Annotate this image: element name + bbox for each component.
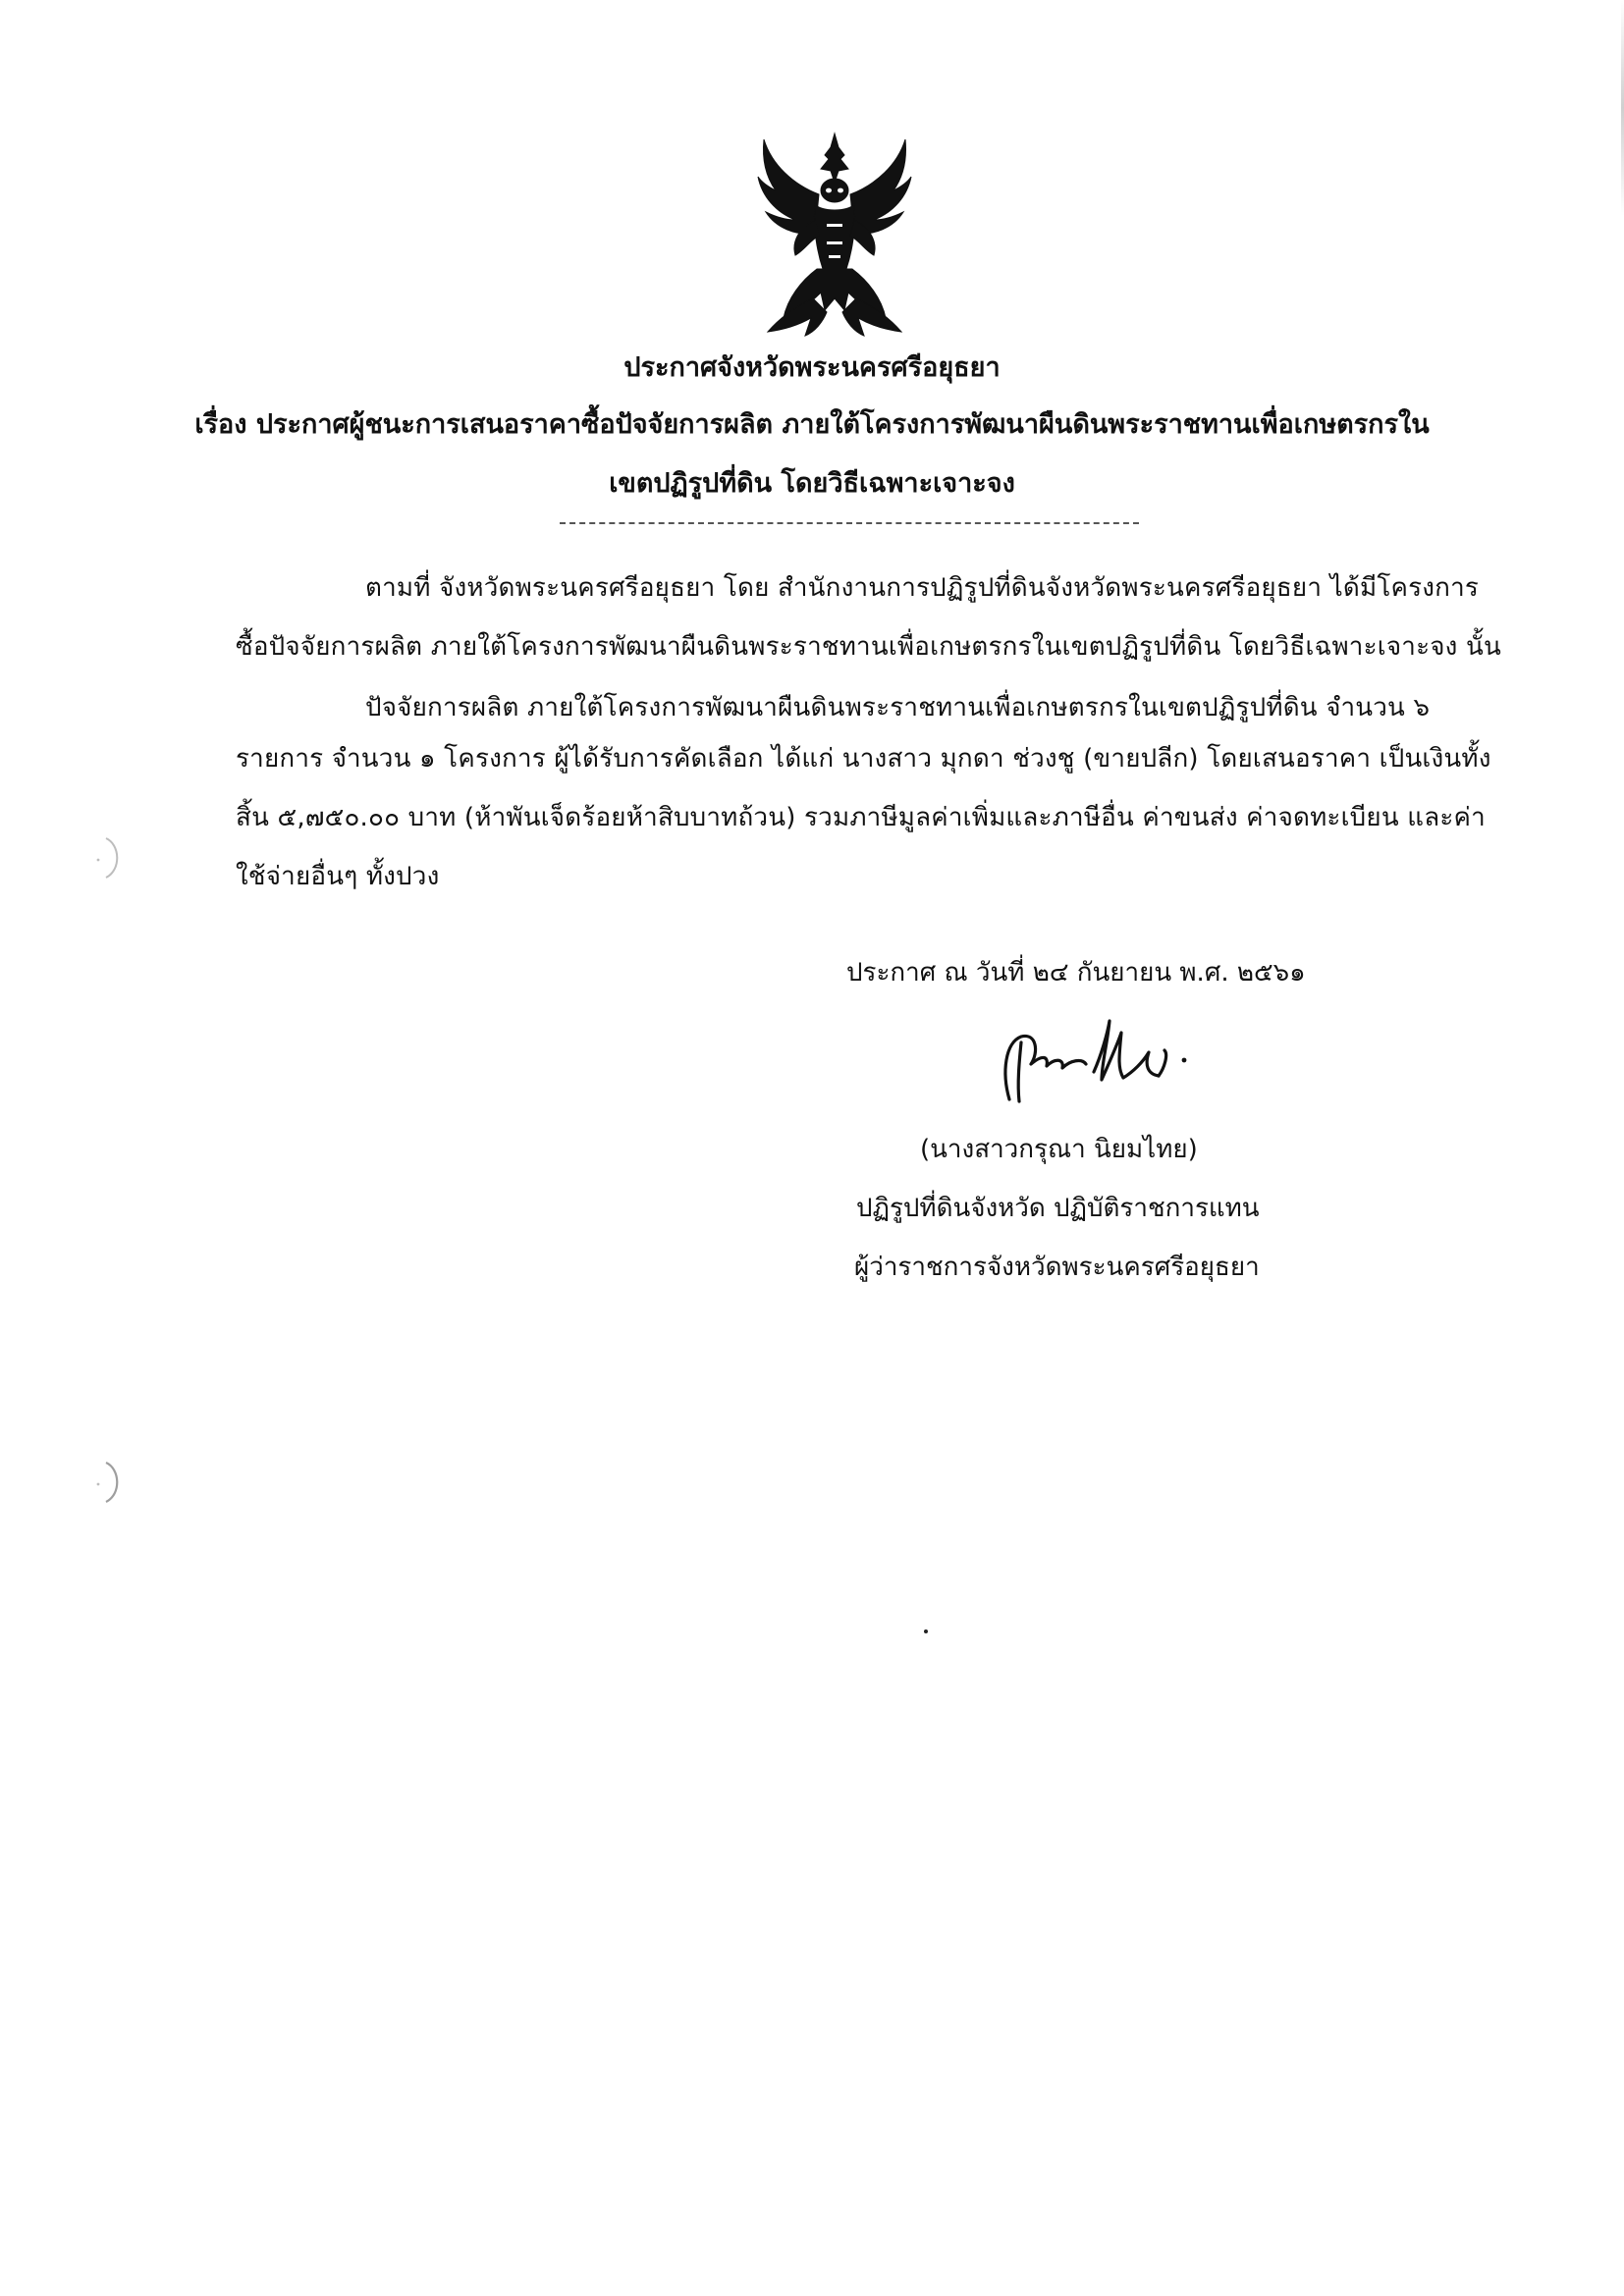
- subject-line-1: เรื่อง ประกาศผู้ชนะการเสนอราคาซื้อปัจจัยการผลิต ภายใต้โครงการพัฒนาผืนดินพระราชทานเพื่อเกษตรกรใน: [194, 409, 1430, 440]
- garuda-emblem-icon: [754, 126, 916, 347]
- punch-hole-mark: [94, 1459, 124, 1506]
- para2-line3: สิ้น ๕,๗๕๐.๐๐ บาท (ห้าพันเจ็ดร้อยห้าสิบบาทถ้วน) รวมภาษีมูลค่าเพิ่มและภาษีอื่น ค่าขนส่ง ค่าจดทะเบียน และค่า: [236, 803, 1486, 832]
- scan-speck: [924, 1629, 928, 1633]
- document-title: ประกาศจังหวัดพระนครศรีอยุธยา: [623, 352, 1001, 383]
- para2-line1: ปัจจัยการผลิต ภายใต้โครงการพัฒนาผืนดินพระราชทานเพื่อเกษตรกรในเขตปฏิรูปที่ดิน จำนวน ๖: [365, 693, 1431, 722]
- signer-position-2: ผู้ว่าราชการจังหวัดพระนครศรีอยุธยา: [854, 1253, 1260, 1282]
- subject-line-2: เขตปฏิรูปที่ดิน โดยวิธีเฉพาะเจาะจง: [609, 468, 1015, 499]
- para1-line2: ซื้อปัจจัยการผลิต ภายใต้โครงการพัฒนาผืนดินพระราชทานเพื่อเกษตรกรในเขตปฏิรูปที่ดิน โดยวิธีเฉพาะเจาะจง นั้น: [236, 632, 1501, 662]
- para1-line1: ตามที่ จังหวัดพระนครศรีอยุธยา โดย สำนักงานการปฏิรูปที่ดินจังหวัดพระนครศรีอยุธยา ได้มีโครงการ: [365, 573, 1480, 603]
- signer-position-1: ปฏิรูปที่ดินจังหวัด ปฏิบัติราชการแทน: [856, 1194, 1260, 1223]
- signer-name: (นางสาวกรุณา นิยมไทย): [920, 1135, 1198, 1164]
- handwritten-signature-icon: [992, 1003, 1227, 1121]
- para2-line4: ใช้จ่ายอื่นๆ ทั้งปวง: [236, 862, 440, 891]
- announcement-date: ประกาศ ณ วันที่ ๒๔ กันยายน พ.ศ. ๒๕๖๑: [846, 958, 1306, 988]
- para2-line2: รายการ จำนวน ๑ โครงการ ผู้ได้รับการคัดเลือก ได้แก่ นางสาว มุกดา ช่วงชู (ขายปลีก) โดยเสนอราคา เป็นเงินทั้ง: [236, 744, 1491, 774]
- header-divider: [560, 522, 1139, 524]
- punch-hole-mark: [94, 834, 124, 881]
